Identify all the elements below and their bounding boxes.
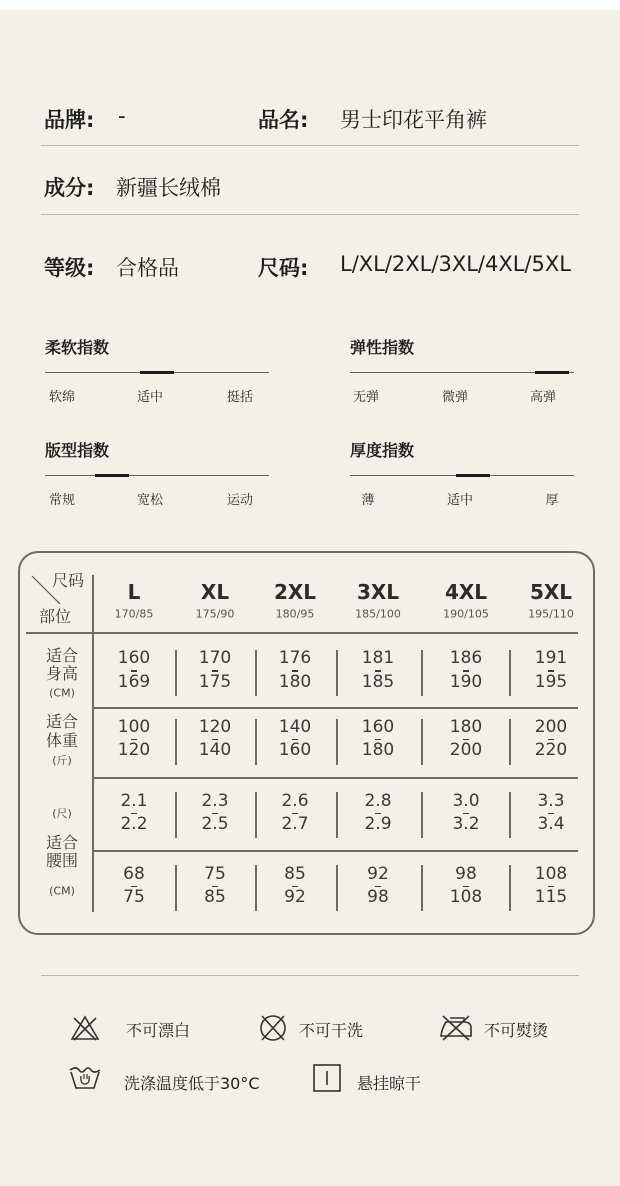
range-value-max: 115 — [534, 887, 568, 907]
range-value-min: 160 — [361, 717, 395, 737]
size-dims: 175/90 — [195, 607, 235, 621]
row-label: 适合 — [45, 833, 79, 852]
top-white-strip — [0, 0, 620, 10]
range-value-min: 2.8 — [364, 791, 392, 811]
grade-label: 等级: — [44, 256, 95, 280]
range-value-min: 2.3 — [201, 791, 229, 811]
grade-value: 合格品 — [116, 256, 179, 280]
range-value-min: 180 — [449, 717, 483, 737]
header-divider — [26, 632, 578, 634]
cell-separator — [336, 792, 338, 838]
range-value-min: 2.6 — [281, 791, 309, 811]
range-value-min: 120 — [198, 717, 232, 737]
row-label: 体重 — [45, 731, 79, 750]
index-scale-label: 宽松 — [136, 493, 164, 508]
care-label: 不可熨烫 — [484, 1021, 549, 1040]
cell-separator — [175, 650, 177, 696]
index-track — [350, 372, 574, 373]
care-label: 不可漂白 — [126, 1021, 191, 1040]
range-value-min: 191 — [534, 648, 568, 668]
cell-separator — [255, 792, 257, 838]
index-track — [45, 372, 269, 373]
row-unit: (CM) — [49, 884, 75, 898]
range-value-max: 220 — [534, 740, 568, 760]
product-name-label: 品名: — [258, 108, 309, 132]
cell-separator — [336, 719, 338, 765]
cell-separator — [509, 650, 511, 696]
brand-label: 品牌: — [44, 108, 95, 132]
range-value-max: 185 — [361, 672, 395, 692]
material-label: 成分: — [44, 176, 95, 200]
divider — [41, 975, 579, 976]
row-label: 腰围 — [45, 851, 79, 870]
range-value-min: 200 — [534, 717, 568, 737]
care-label: 洗涤温度低于30°C — [124, 1074, 260, 1093]
range-value-min: 181 — [361, 648, 395, 668]
cell-separator — [175, 792, 177, 838]
range-value-min: 2.1 — [120, 791, 148, 811]
size-header: 2XL — [273, 580, 317, 604]
range-value-max: 140 — [198, 740, 232, 760]
product-name-value: 男士印花平角裤 — [340, 108, 487, 132]
row-unit: (尺) — [52, 807, 72, 820]
range-value-max: 200 — [449, 740, 483, 760]
range-value-min: 140 — [278, 717, 312, 737]
size-dims: 190/105 — [443, 607, 489, 621]
size-dims: 170/85 — [114, 607, 154, 621]
index-scale-label: 无弹 — [352, 390, 380, 405]
row-divider — [94, 707, 578, 709]
index-scale-label: 微弹 — [441, 390, 469, 405]
range-value-max: 175 — [198, 672, 232, 692]
index-scale-label: 适中 — [136, 390, 164, 405]
care-label: 悬挂晾干 — [357, 1074, 422, 1093]
size-header: 4XL — [444, 580, 488, 604]
cell-separator — [421, 865, 423, 911]
corner-size-label: 尺码 — [51, 571, 85, 590]
index-level-marker — [95, 474, 129, 477]
index-title: 弹性指数 — [350, 338, 415, 357]
row-unit: (斤) — [52, 754, 72, 767]
range-value-max: 160 — [278, 740, 312, 760]
range-value-max: 2.5 — [201, 814, 229, 834]
range-value-max: 120 — [117, 740, 151, 760]
size-label: 尺码: — [258, 256, 309, 280]
index-track — [350, 475, 574, 476]
range-value-max: 180 — [361, 740, 395, 760]
no-iron-icon — [438, 1014, 474, 1046]
index-scale-label: 挺括 — [226, 390, 254, 405]
corner-part-label: 部位 — [38, 607, 72, 626]
cell-separator — [336, 865, 338, 911]
cell-separator — [421, 792, 423, 838]
index-scale-label: 常规 — [48, 493, 76, 508]
range-value-max: 92 — [284, 887, 306, 907]
range-value-max: 3.2 — [452, 814, 480, 834]
range-value-max: 169 — [117, 672, 151, 692]
cell-separator — [509, 865, 511, 911]
range-value-min: 176 — [278, 648, 312, 668]
index-level-marker — [140, 371, 174, 374]
range-value-min: 3.0 — [452, 791, 480, 811]
range-value-max: 75 — [123, 887, 145, 907]
index-level-marker — [456, 474, 490, 477]
row-label: 适合 — [45, 646, 79, 665]
row-label: 身高 — [45, 664, 79, 683]
cell-separator — [421, 719, 423, 765]
size-dims: 195/110 — [528, 607, 574, 621]
size-header: L — [127, 580, 141, 604]
range-value-min: 75 — [204, 864, 226, 884]
range-value-min: 98 — [455, 864, 477, 884]
cell-separator — [509, 719, 511, 765]
row-divider — [94, 850, 578, 852]
range-value-min: 85 — [284, 864, 306, 884]
size-header: XL — [200, 580, 230, 604]
range-value-min: 108 — [534, 864, 568, 884]
size-value: L/XL/2XL/3XL/4XL/5XL — [340, 252, 571, 276]
range-value-min: 160 — [117, 648, 151, 668]
range-value-max: 108 — [449, 887, 483, 907]
range-value-max: 2.2 — [120, 814, 148, 834]
index-track — [45, 475, 269, 476]
range-value-max: 2.9 — [364, 814, 392, 834]
size-table — [18, 551, 595, 935]
index-scale-label: 运动 — [226, 493, 254, 508]
range-value-max: 190 — [449, 672, 483, 692]
cell-separator — [421, 650, 423, 696]
cell-separator — [255, 719, 257, 765]
row-label: 适合 — [45, 712, 79, 731]
range-value-max: 180 — [278, 672, 312, 692]
index-title: 厚度指数 — [350, 441, 415, 460]
index-title: 版型指数 — [45, 441, 110, 460]
cell-separator — [175, 719, 177, 765]
range-value-max: 3.4 — [537, 814, 565, 834]
row-divider — [94, 777, 578, 779]
index-title: 柔软指数 — [45, 338, 110, 357]
no-bleach-icon — [70, 1015, 100, 1045]
range-value-max: 2.7 — [281, 814, 309, 834]
brand-value: - — [118, 104, 126, 128]
index-scale-label: 高弹 — [529, 390, 557, 405]
divider — [41, 145, 579, 146]
label-column-divider — [92, 575, 94, 912]
cell-separator — [336, 650, 338, 696]
cell-separator — [175, 865, 177, 911]
range-value-min: 68 — [123, 864, 145, 884]
range-value-max: 85 — [204, 887, 226, 907]
size-dims: 180/95 — [275, 607, 315, 621]
index-scale-label: 适中 — [446, 493, 474, 508]
row-unit: (CM) — [49, 686, 75, 700]
index-scale-label: 薄 — [361, 493, 375, 508]
range-value-max: 98 — [367, 887, 389, 907]
cell-separator — [255, 865, 257, 911]
range-value-min: 186 — [449, 648, 483, 668]
index-scale-label: 厚 — [545, 493, 559, 508]
care-label: 不可干洗 — [299, 1021, 364, 1040]
range-value-min: 100 — [117, 717, 151, 737]
cell-separator — [255, 650, 257, 696]
wash-temperature-icon — [68, 1064, 102, 1096]
no-dry-clean-icon — [258, 1014, 288, 1046]
size-header: 5XL — [529, 580, 573, 604]
hang-dry-icon — [313, 1064, 341, 1096]
material-value: 新疆长绒棉 — [116, 176, 221, 200]
index-scale-label: 软绵 — [48, 390, 76, 405]
range-value-min: 3.3 — [537, 791, 565, 811]
divider — [41, 214, 579, 215]
index-level-marker — [535, 371, 569, 374]
range-value-min: 170 — [198, 648, 232, 668]
range-value-max: 195 — [534, 672, 568, 692]
size-dims: 185/100 — [355, 607, 401, 621]
cell-separator — [509, 792, 511, 838]
size-header: 3XL — [356, 580, 400, 604]
range-value-min: 92 — [367, 864, 389, 884]
